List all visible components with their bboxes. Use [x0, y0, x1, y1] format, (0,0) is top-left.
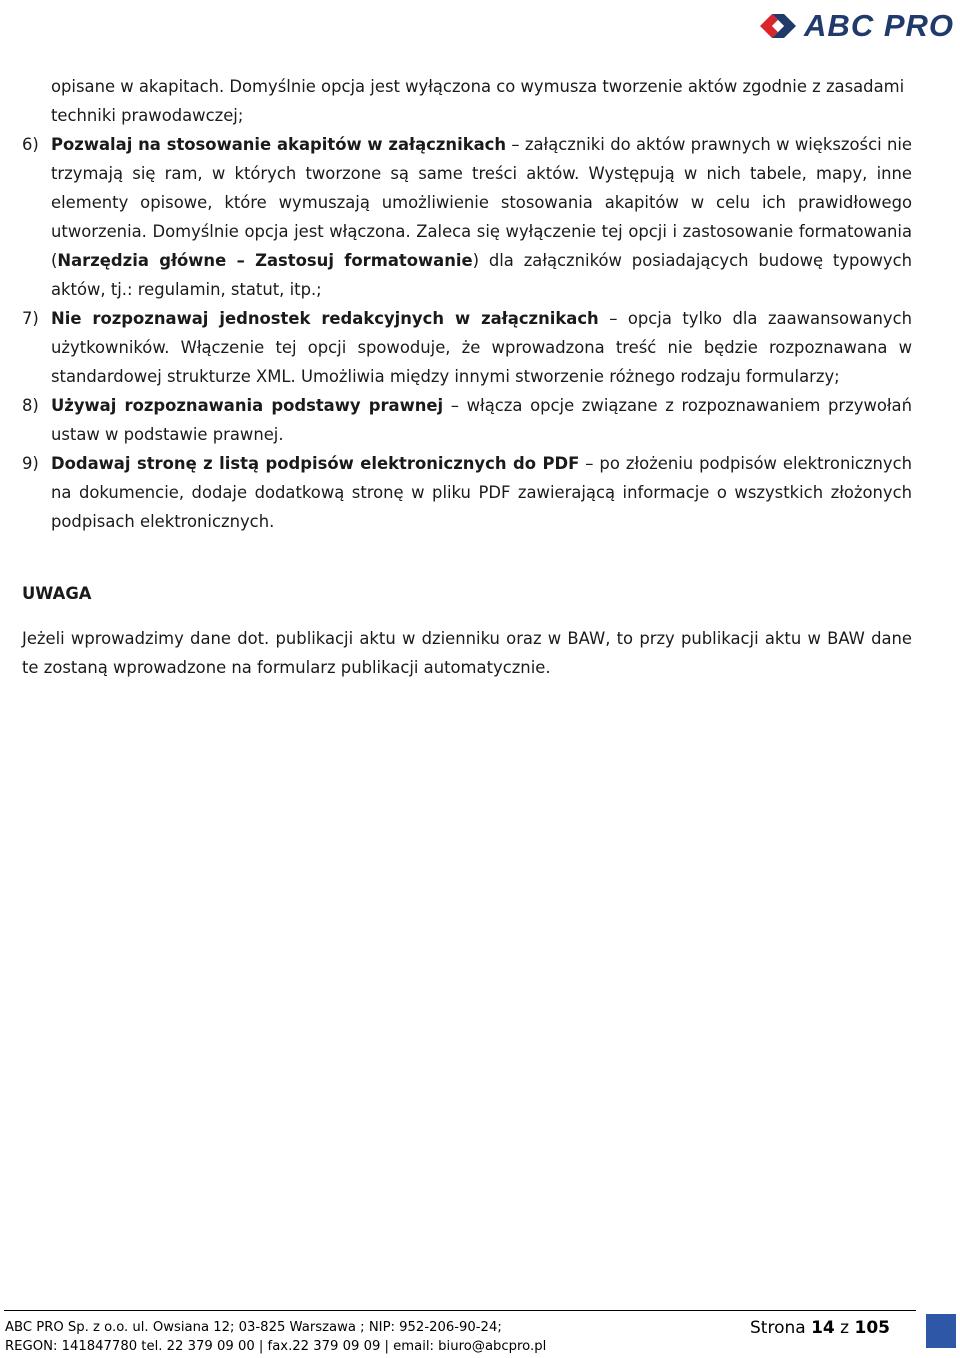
list-number: 6) [22, 135, 39, 154]
option-name: Używaj rozpoznawania podstawy prawnej [51, 396, 444, 415]
footer-decoration [926, 1314, 956, 1348]
list-number: 8) [22, 396, 39, 415]
list-item-7 [22, 304, 912, 391]
list-number: 9) [22, 454, 39, 473]
page-separator: z [840, 1318, 850, 1338]
option-name: Nie rozpoznawaj jednostek redakcyjnych w załącznikach [51, 309, 599, 328]
note-title: UWAGA [22, 584, 92, 603]
company-contact: REGON: 141847780 tel. 22 379 09 00 | fax.22 379 09 09 | email: biuro@abcpro.pl [5, 1339, 547, 1354]
list-item-text [51, 449, 912, 536]
option-name: Dodawaj stronę z listą podpisów elektronicznych do PDF [51, 454, 580, 473]
list-item-9 [22, 449, 912, 536]
page-current: 14 [811, 1318, 835, 1338]
option-description: – załączniki do aktów prawnych w większości nie trzymają się ram, w których tworzone są same treści aktów. Występują w nich tabele, mapy, inne elementy opisowe, które wymuszają umożliwienie stosowania akapitów w celu ich prawidłowego utworzenia. Domyślnie opcja jest włączona. Zaleca się wyłączenie tej opcji i zastosowanie formatowania ( [51, 135, 912, 270]
option-description: – po złożeniu podpisów elektronicznych na dokumencie, dodaje dodatkową stronę w pliku PDF zawierającą informacje o wszystkich złożonych podpisach elektronicznych. [51, 454, 912, 531]
note-text: Jeżeli wprowadzimy dane dot. publikacji aktu w dzienniku oraz w BAW, to przy publikacji aktu w BAW dane te zostaną wprowadzone na formularz publikacji automatycznie. [22, 629, 912, 677]
page-total: 105 [854, 1318, 890, 1338]
list-item-text [51, 304, 912, 391]
list-item-6 [22, 130, 912, 304]
intro-line-1: opisane w akapitach. Domyślnie opcja jest wyłączona co wymusza tworzenie aktów zgodnie z zasadami [51, 77, 905, 96]
list-number: 7) [22, 309, 39, 328]
option-description-cont: ) dla załączników posiadających budowę typowych aktów, tj.: regulamin, statut, itp.; [51, 251, 912, 299]
abc-pro-logo-icon [758, 6, 798, 46]
option-description: – włącza opcje związane z rozpoznawaniem przywołań ustaw w podstawie prawnej. [51, 396, 912, 444]
company-address: ABC PRO Sp. z o.o. ul. Owsiana 12; 03-825 Warszawa ; NIP: 952-206-90-24; [5, 1320, 502, 1335]
footer-content [0, 1310, 960, 1358]
list-item-text [51, 130, 912, 304]
company-info [5, 1318, 546, 1356]
list-item-text [51, 391, 912, 449]
intro-line-2: techniki prawodawczej; [51, 106, 244, 125]
document-body [22, 72, 912, 682]
company-logo [758, 4, 954, 48]
menu-path: Narzędzia główne – Zastosuj formatowanie [57, 251, 473, 270]
list-item-8 [22, 391, 912, 449]
page-prefix: Strona [750, 1318, 806, 1338]
option-description: – opcja tylko dla zaawansowanych użytkowników. Włączenie tej opcji spowoduje, że wprowadzona treść nie będzie rozpoznawana w standardowej strukturze XML. Umożliwia między innymi stworzenie różnego rodzaju formularzy; [51, 309, 912, 386]
option-name: Pozwalaj na stosowanie akapitów w załącznikach [51, 135, 507, 154]
page-number [750, 1318, 890, 1338]
logo-text: ABC PRO [804, 8, 954, 43]
